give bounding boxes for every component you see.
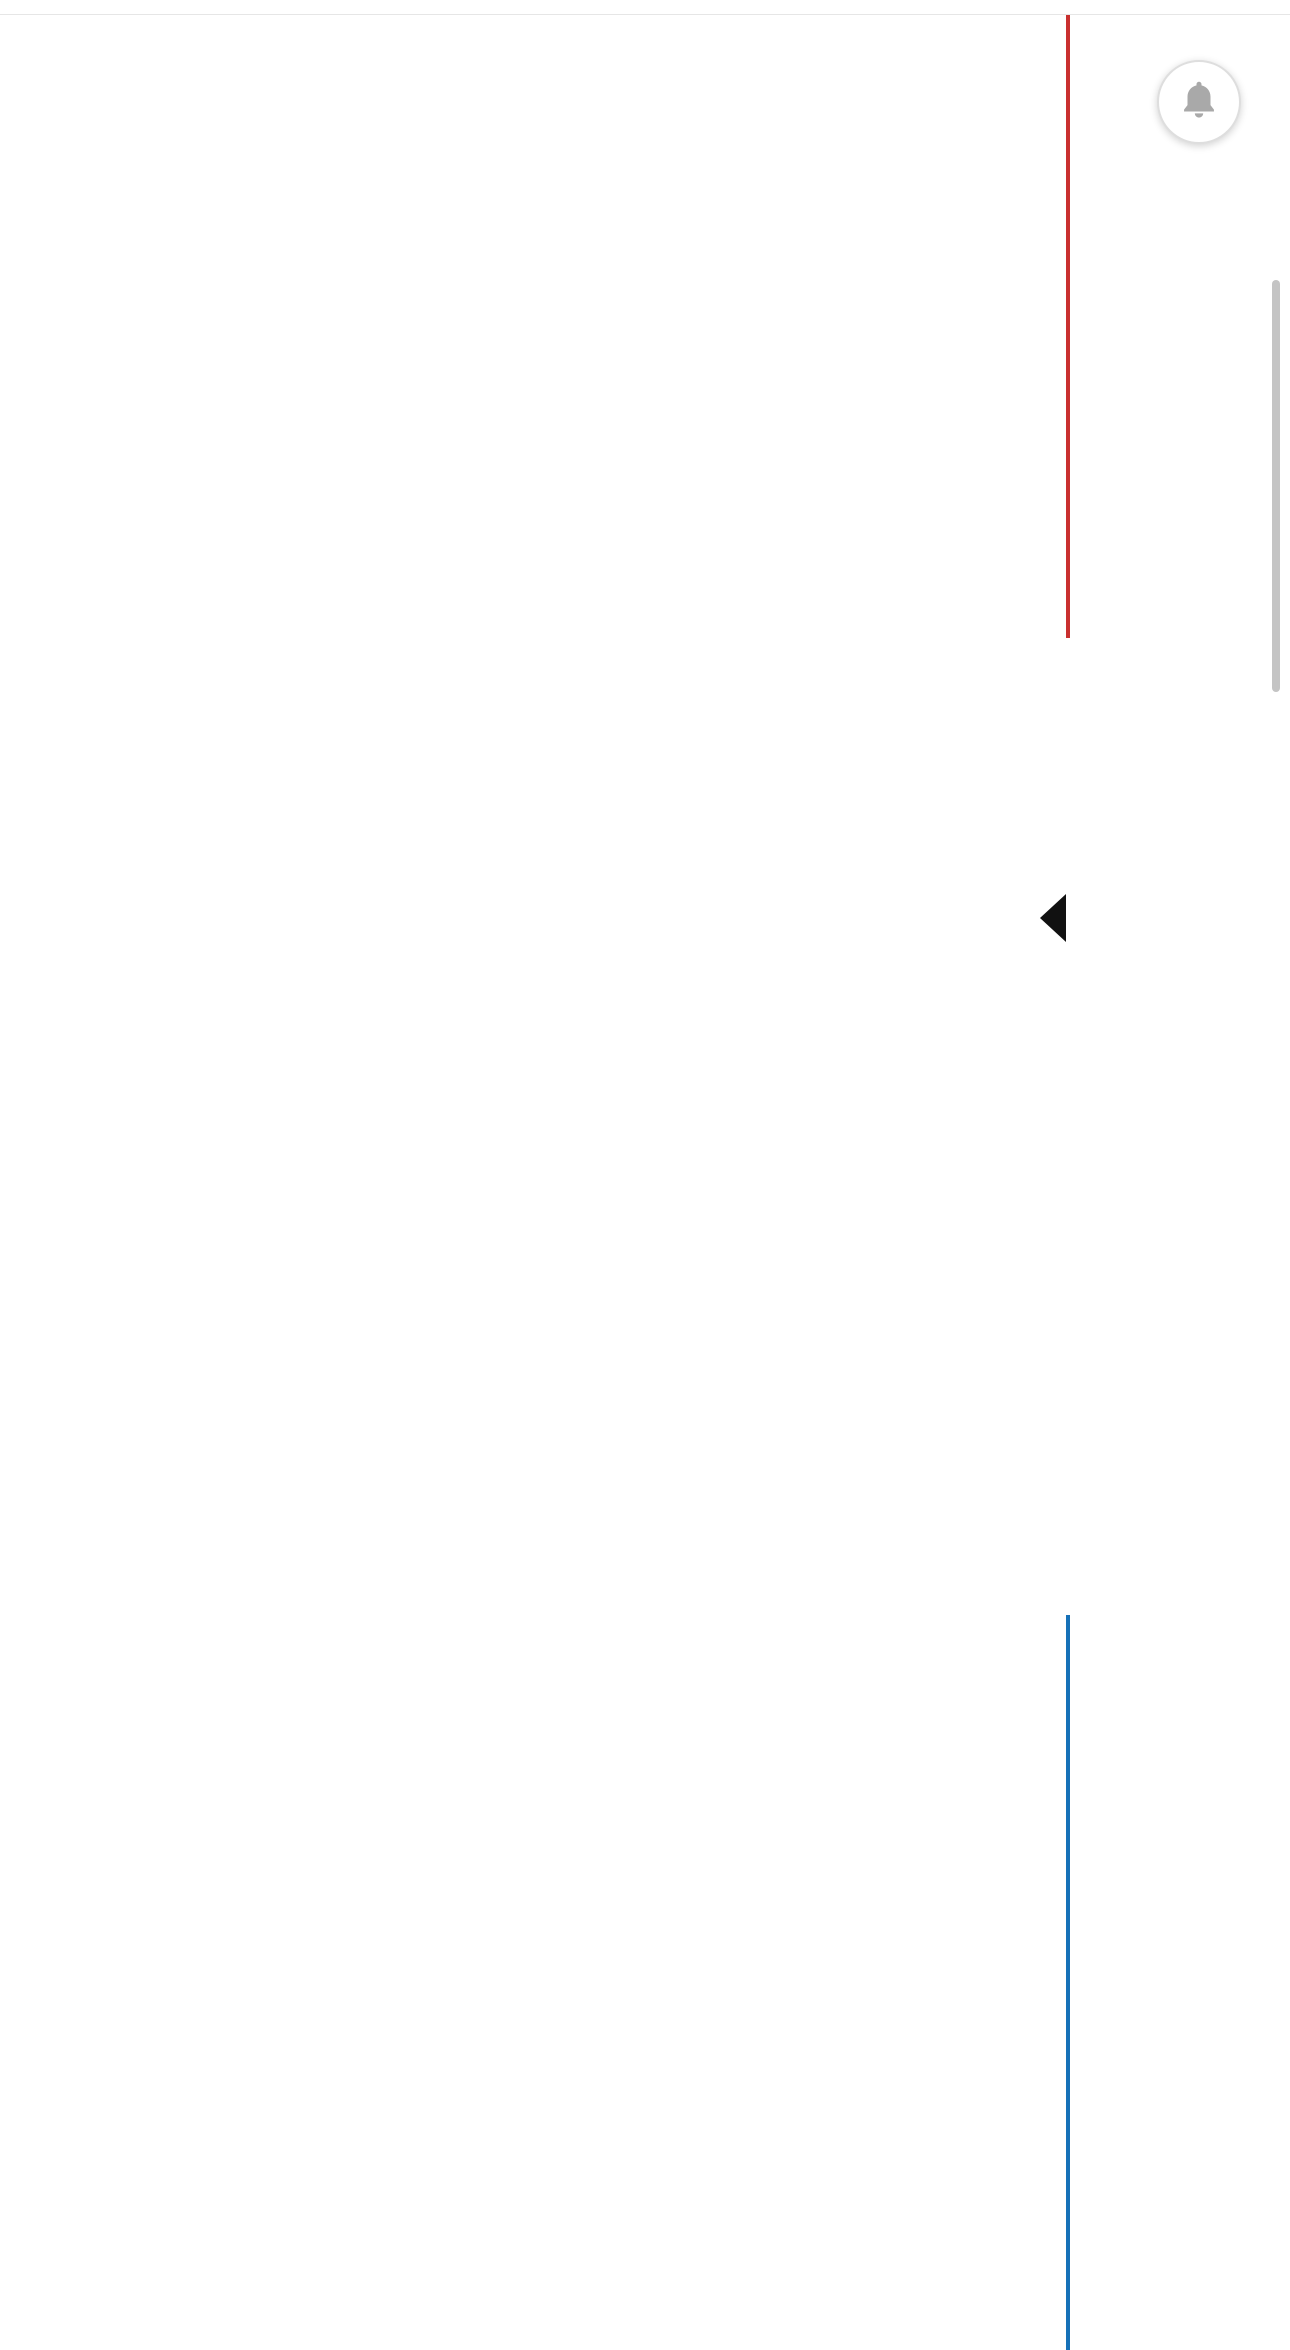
bell-icon xyxy=(1176,77,1222,128)
control-arrow-icon xyxy=(1040,894,1066,942)
scrollbar-thumb[interactable] xyxy=(1272,280,1280,692)
house-tally-panel xyxy=(1020,0,1290,2350)
top-bar xyxy=(0,0,1290,15)
democrat-tally-bar xyxy=(1066,1615,1070,2350)
republican-tally-bar xyxy=(1066,14,1070,638)
notifications-button[interactable] xyxy=(1157,60,1241,144)
